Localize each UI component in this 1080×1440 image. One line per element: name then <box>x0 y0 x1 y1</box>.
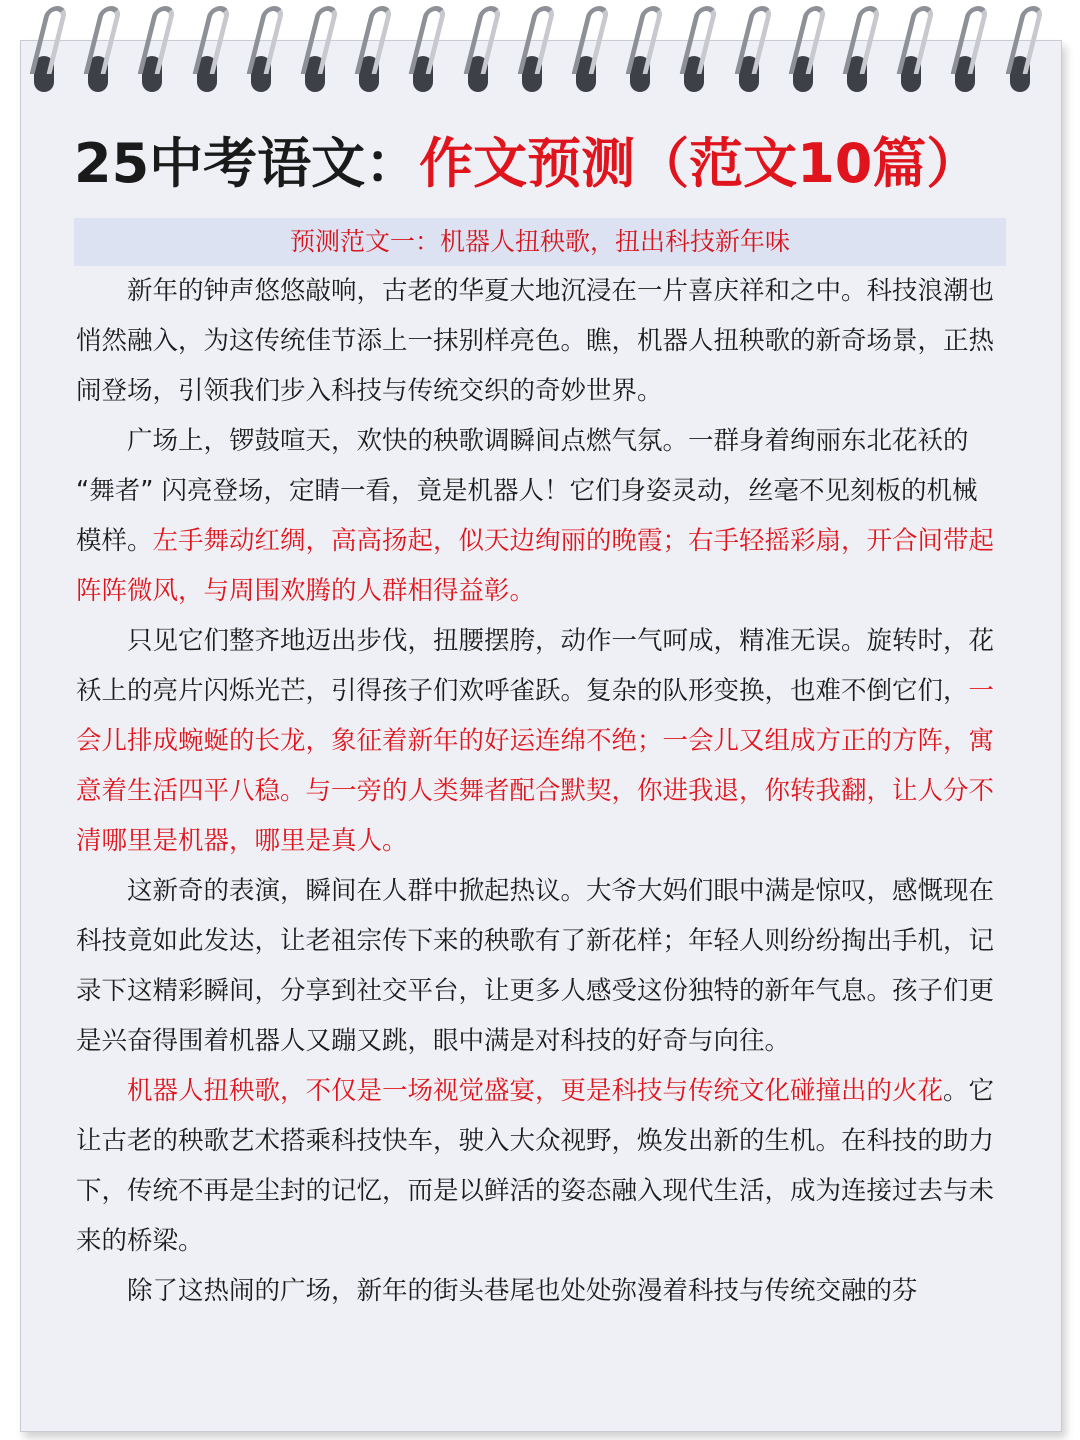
essay-paragraph <box>76 1066 996 1266</box>
binding-ring <box>626 6 658 90</box>
ring-wire <box>246 6 285 74</box>
ring-wire <box>843 6 882 74</box>
ring-wire <box>355 6 394 74</box>
highlighted-text: 一会儿排成蜿蜒的长龙，象征着新年的好运连绵不绝；一会儿又组成方正的方阵，寓意着生活四平八稳。与一旁的人类舞者配合默契，你进我退，你转我翻，让人分不清哪里是机器，哪里是真人。 <box>76 676 995 856</box>
essay-paragraph <box>76 416 996 616</box>
binding-ring <box>518 6 550 90</box>
ring-wire <box>951 6 990 74</box>
paragraph-text: 。它让古老的秧歌艺术搭乘科技快车，驶入大众视野，焕发出新的生机。在科技的助力下，传统不再是尘封的记忆，而是以鲜活的姿态融入现代生活，成为连接过去与未来的桥梁。 <box>76 1076 995 1256</box>
binding-ring <box>572 6 604 90</box>
ring-wire <box>572 6 611 74</box>
ring-wire <box>517 6 556 74</box>
binding-ring <box>247 6 279 90</box>
binding-ring <box>680 6 712 90</box>
highlighted-text: 左手舞动红绸，高高扬起，似天边绚丽的晚霞；右手轻摇彩扇，开合间带起阵阵微风，与周围欢腾的人群相得益彰。 <box>76 526 995 606</box>
ring-wire <box>409 6 448 74</box>
binding-ring <box>951 6 983 90</box>
ring-wire <box>84 6 123 74</box>
page-title <box>74 128 1034 200</box>
essay-body <box>76 266 996 1316</box>
ring-wire <box>788 6 827 74</box>
title-highlight: 作文预测（范文10篇） <box>419 132 981 195</box>
essay-paragraph <box>76 1266 996 1316</box>
paragraph-text: 广场上，锣鼓喧天，欢快的秧歌调瞬间点燃气氛。一群身着绚丽东北花袄的 “舞者” 闪亮登场，定睛一看，竟是机器人！它们身姿灵动，丝毫不见刻板的机械模样。 <box>76 426 978 556</box>
essay-paragraph <box>76 616 996 866</box>
binding-ring <box>355 6 387 90</box>
paragraph-text: 除了这热闹的广场，新年的街头巷尾也处处弥漫着科技与传统交融的芬 <box>127 1276 918 1306</box>
binding-ring <box>138 6 170 90</box>
ring-wire <box>192 6 231 74</box>
binding-ring <box>464 6 496 90</box>
binding-ring <box>409 6 441 90</box>
binding-ring <box>1006 6 1038 90</box>
binding-ring <box>735 6 767 90</box>
binding-ring <box>843 6 875 90</box>
essay-subtitle: 预测范文一：机器人扭秧歌，扭出科技新年味 <box>74 218 1006 266</box>
ring-wire <box>301 6 340 74</box>
binding-ring <box>30 6 62 90</box>
binding-ring <box>897 6 929 90</box>
paragraph-text: 只见它们整齐地迈出步伐，扭腰摆胯，动作一气呵成，精准无误。旋转时，花袄上的亮片闪烁光芒，引得孩子们欢呼雀跃。复杂的队形变换，也难不倒它们， <box>76 626 995 706</box>
spiral-binding <box>0 0 1080 96</box>
ring-wire <box>463 6 502 74</box>
essay-paragraph <box>76 266 996 416</box>
paragraph-text: 这新奇的表演，瞬间在人群中掀起热议。大爷大妈们眼中满是惊叹，感慨现在科技竟如此发达，让老祖宗传下来的秧歌有了新花样；年轻人则纷纷掏出手机，记录下这精彩瞬间，分享到社交平台，让更多人感受这份独特的新年气息。孩子们更是兴奋得围着机器人又蹦又跳，眼中满是对科技的好奇与向往。 <box>76 876 995 1056</box>
ring-wire <box>1005 6 1044 74</box>
ring-wire <box>897 6 936 74</box>
binding-ring <box>301 6 333 90</box>
essay-paragraph <box>76 866 996 1066</box>
binding-ring <box>193 6 225 90</box>
ring-wire <box>680 6 719 74</box>
ring-wire <box>30 6 69 74</box>
binding-ring <box>84 6 116 90</box>
title-prefix: 25中考语文： <box>74 132 420 195</box>
ring-wire <box>734 6 773 74</box>
ring-wire <box>626 6 665 74</box>
ring-wire <box>138 6 177 74</box>
highlighted-text: 机器人扭秧歌，不仅是一场视觉盛宴，更是科技与传统文化碰撞出的火花 <box>127 1076 944 1106</box>
paragraph-text: 新年的钟声悠悠敲响，古老的华夏大地沉浸在一片喜庆祥和之中。科技浪潮也悄然融入，为这传统佳节添上一抹别样亮色。瞧，机器人扭秧歌的新奇场景，正热闹登场，引领我们步入科技与传统交织的奇妙世界。 <box>76 276 995 406</box>
binding-ring <box>789 6 821 90</box>
